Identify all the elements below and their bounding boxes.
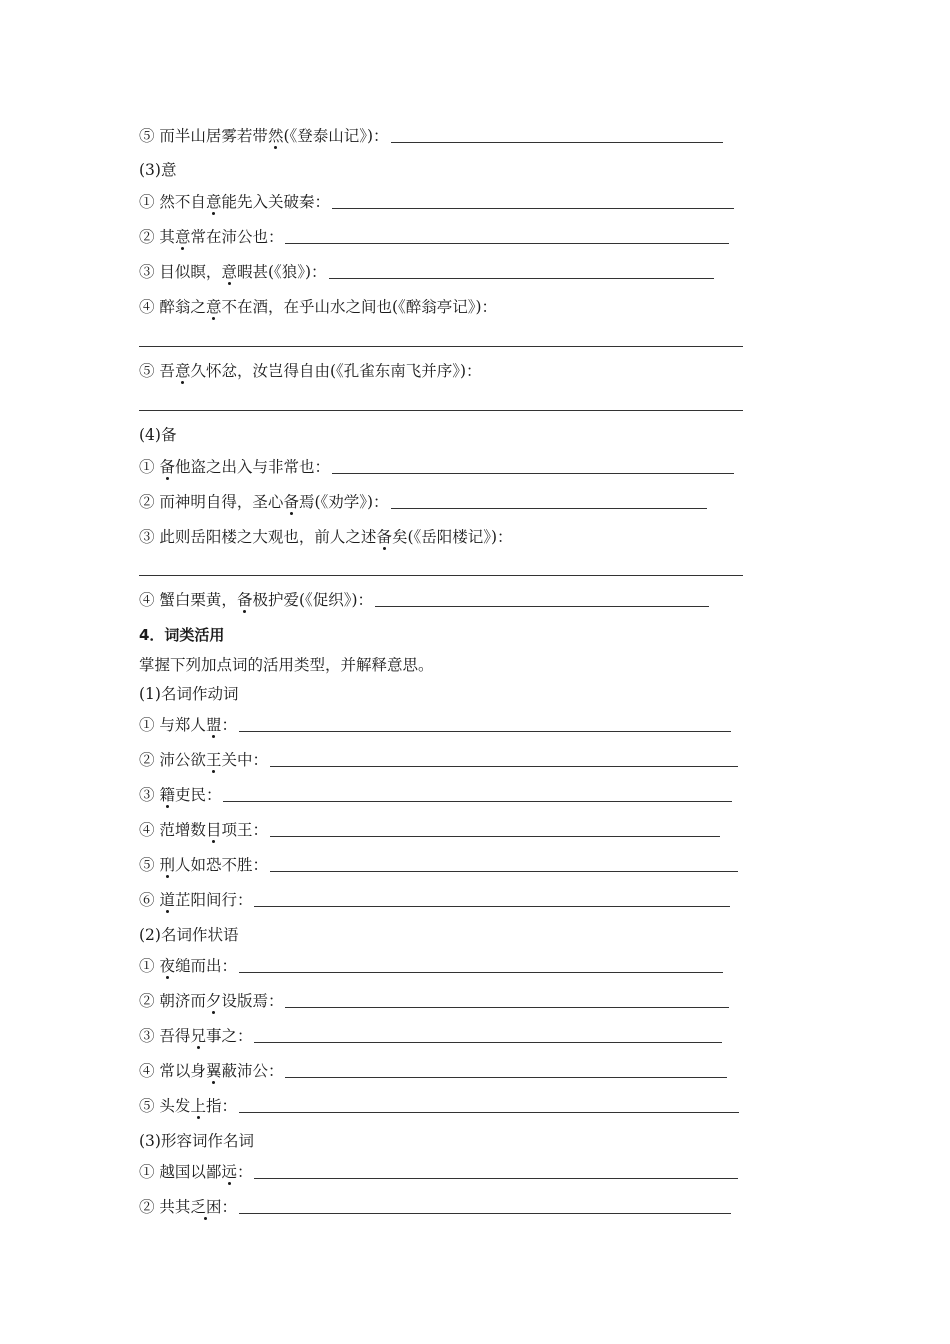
item-bei-4: ④ 蟹白栗黄，备极护爱(《促织》)： bbox=[139, 590, 709, 610]
answer-blank[interactable] bbox=[139, 575, 743, 576]
dotted-word: 远 bbox=[221, 1163, 237, 1181]
item-g2-4: ④ 常以身翼蔽沛公： bbox=[139, 1061, 727, 1081]
answer-blank[interactable] bbox=[139, 346, 743, 347]
answer-blank[interactable] bbox=[254, 1162, 738, 1179]
dotted-word: 夕 bbox=[205, 992, 222, 1010]
answer-blank[interactable] bbox=[332, 192, 734, 209]
dotted-word: 目 bbox=[205, 821, 222, 839]
answer-blank[interactable] bbox=[223, 785, 732, 802]
item-ran-5 bbox=[139, 126, 723, 146]
dotted-word: 王 bbox=[205, 751, 222, 769]
group-title-adj-as-noun: (3)形容词作名词 bbox=[139, 1132, 254, 1150]
dotted-word: 备 bbox=[159, 458, 175, 476]
item-g1-5: ⑤ 刑人如恐不胜： bbox=[139, 855, 738, 875]
answer-blank[interactable] bbox=[139, 410, 743, 411]
dotted-word: 刑 bbox=[159, 856, 175, 874]
section-instruction: 掌握下列加点词的活用类型，并解释意思。 bbox=[139, 656, 434, 674]
subsection-title-yi: (3)意 bbox=[139, 161, 177, 179]
item-yi-3: ③ 目似瞑，意暇甚(《狼》)： bbox=[139, 262, 714, 282]
group-title-noun-as-verb: (1)名词作动词 bbox=[139, 685, 239, 703]
item-yi-2: ② 其意常在沛公也： bbox=[139, 227, 729, 247]
answer-blank[interactable] bbox=[254, 890, 730, 907]
dotted-word: 道 bbox=[159, 891, 175, 909]
answer-blank[interactable] bbox=[239, 715, 731, 732]
item-yi-1: ① 然不自意能先入关破秦： bbox=[139, 192, 734, 212]
dotted-word: 盟 bbox=[205, 716, 222, 734]
answer-blank[interactable] bbox=[239, 1197, 731, 1214]
dotted-word: 籍 bbox=[159, 786, 175, 804]
answer-blank[interactable] bbox=[391, 126, 723, 143]
item-bei-2: ② 而神明自得，圣心备焉(《劝学》)： bbox=[139, 492, 707, 512]
dotted-word: 乏困 bbox=[190, 1198, 222, 1216]
dotted-word: 意 bbox=[174, 362, 191, 380]
answer-blank[interactable] bbox=[239, 956, 723, 973]
group-title-noun-as-adverbial: (2)名词作状语 bbox=[139, 926, 239, 944]
item-bei-1: ① 备他盗之出入与非常也： bbox=[139, 457, 734, 477]
item-bei-3: ③ 此则岳阳楼之大观也，前人之述备矣(《岳阳楼记》)： bbox=[139, 528, 513, 546]
answer-blank[interactable] bbox=[285, 991, 729, 1008]
section-title-word-class: 4．词类活用 bbox=[139, 626, 225, 644]
item-g2-5: ⑤ 头发上指： bbox=[139, 1096, 739, 1116]
answer-blank[interactable] bbox=[329, 262, 714, 279]
dotted-word: 意 bbox=[221, 263, 237, 281]
item-yi-5: ⑤ 吾意久怀忿，汝岂得自由(《孔雀东南飞并序》)： bbox=[139, 362, 482, 380]
subsection-title-bei: (4)备 bbox=[139, 426, 177, 444]
dotted-word: 兄 bbox=[190, 1027, 206, 1045]
dotted-word: 备 bbox=[236, 591, 253, 609]
item-g1-3: ③ 籍吏民： bbox=[139, 785, 732, 805]
item-g2-3: ③ 吾得兄事之： bbox=[139, 1026, 722, 1046]
dotted-word: 意 bbox=[174, 228, 191, 246]
dotted-word: 夜 bbox=[159, 957, 175, 975]
item-yi-4: ④ 醉翁之意不在酒，在乎山水之间也(《醉翁亭记》)： bbox=[139, 298, 498, 316]
item-g1-6: ⑥ 道芷阳间行： bbox=[139, 890, 730, 910]
dotted-word: 备 bbox=[283, 493, 299, 511]
answer-blank[interactable] bbox=[375, 590, 709, 607]
item-g1-4: ④ 范增数目项王： bbox=[139, 820, 720, 840]
answer-blank[interactable] bbox=[332, 457, 734, 474]
answer-blank[interactable] bbox=[285, 1061, 727, 1078]
item-g3-2: ② 共其乏困： bbox=[139, 1197, 731, 1217]
answer-blank[interactable] bbox=[254, 1026, 722, 1043]
dotted-word: 上 bbox=[190, 1097, 206, 1115]
answer-blank[interactable] bbox=[285, 227, 729, 244]
answer-blank[interactable] bbox=[391, 492, 707, 509]
item-g3-1: ① 越国以鄙远： bbox=[139, 1162, 738, 1182]
item-g1-2: ② 沛公欲王关中： bbox=[139, 750, 738, 770]
dotted-word: 然 bbox=[267, 127, 284, 145]
dotted-word: 意 bbox=[205, 298, 222, 316]
dotted-word: 备 bbox=[376, 528, 392, 546]
item-g2-2: ② 朝济而夕设版焉： bbox=[139, 991, 729, 1011]
answer-blank[interactable] bbox=[270, 750, 738, 767]
answer-blank[interactable] bbox=[270, 855, 738, 872]
item-g2-1: ① 夜缒而出： bbox=[139, 956, 723, 976]
answer-blank[interactable] bbox=[239, 1096, 739, 1113]
answer-blank[interactable] bbox=[270, 820, 720, 837]
dotted-word: 意 bbox=[205, 193, 222, 211]
item-text: ⑤ 而半山居雾若带然(《登泰山记》)： bbox=[139, 127, 389, 145]
item-g1-1: ① 与郑人盟： bbox=[139, 715, 731, 735]
dotted-word: 翼 bbox=[205, 1062, 222, 1080]
